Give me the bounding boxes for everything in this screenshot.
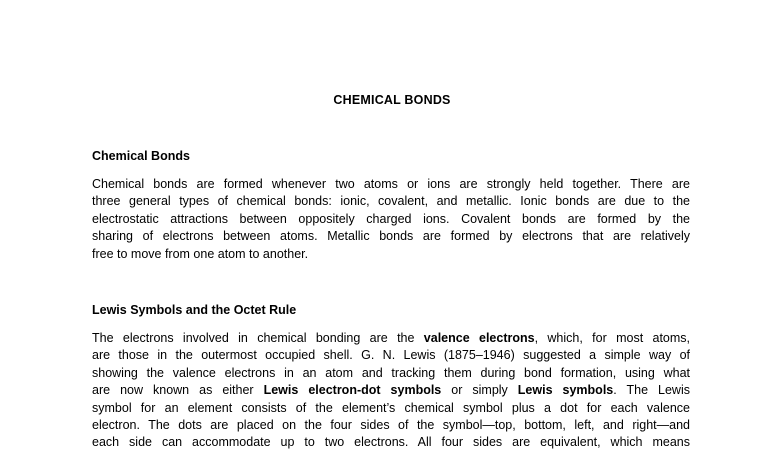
text-run: are now known as either [92, 383, 264, 398]
term-valence-electrons: valence electrons [423, 331, 535, 345]
paragraph-line: free to move from one atom to another. [92, 246, 309, 261]
paragraph-line: electron. The dots are placed on the four sides of the symbol—top, bottom, left, and right—and [92, 418, 690, 433]
text-run: . The Lewis [613, 383, 690, 398]
document-title: CHEMICAL BONDS [333, 93, 451, 107]
paragraph-chemical-bonds [92, 176, 690, 263]
paragraph-line: electrostatic attractions between oppositely charged ions. Covalent bonds are formed by the [92, 211, 690, 226]
term-lewis-symbols: Lewis symbols [517, 383, 614, 398]
paragraph-line: showing the valence electrons in an atom and tracking them during bond formation, using what [92, 365, 690, 380]
paragraph-line: symbol for an element consists of the element’s chemical symbol plus a dot for each valence [92, 400, 690, 415]
paragraph-line [92, 382, 690, 399]
paragraph-line: three general types of chemical bonds: ionic, covalent, and metallic. Ionic bonds are due to the [92, 194, 690, 209]
paragraph-lewis-symbols [92, 330, 690, 452]
text-run: or simply [441, 383, 518, 398]
section-heading-chemical-bonds: Chemical Bonds [92, 149, 190, 163]
paragraph-line: Chemical bonds are formed whenever two atoms or ions are strongly held together. There are [92, 177, 690, 191]
text-run: The electrons involved in chemical bonding are the [92, 331, 424, 345]
paragraph-line [92, 330, 690, 347]
paragraph-line: are those in the outermost occupied shell. G. N. Lewis (1875–1946) suggested a simple way of [92, 348, 690, 363]
paragraph-line: sharing of electrons between atoms. Metallic bonds are formed by electrons that are relatively [92, 229, 690, 244]
section-heading-lewis-symbols: Lewis Symbols and the Octet Rule [92, 303, 297, 317]
text-run: , which, for most atoms, [534, 331, 691, 345]
term-lewis-electron-dot-symbols: Lewis electron-dot symbols [263, 383, 442, 398]
paragraph-line: each side can accommodate up to two electrons. All four sides are equivalent, which means [92, 435, 690, 450]
